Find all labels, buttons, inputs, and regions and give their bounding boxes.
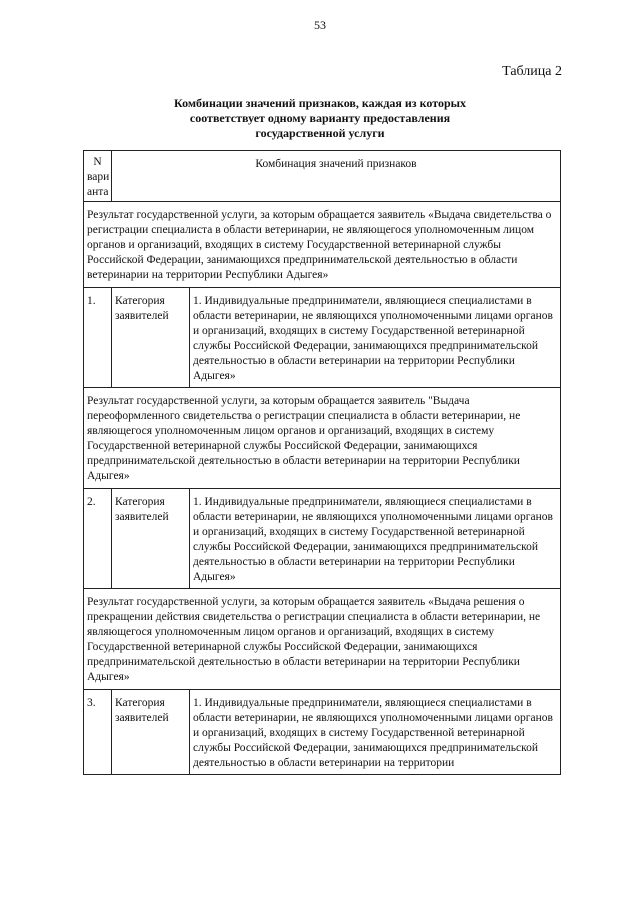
variant-row (84, 690, 561, 775)
variant-number: 1. (84, 288, 112, 388)
document-title (150, 96, 490, 141)
attribute-name: Категория заявителей (112, 489, 190, 589)
page-number: 53 (314, 18, 326, 32)
variant-row (84, 489, 561, 589)
variants-table (83, 150, 561, 775)
variant-number: 3. (84, 690, 112, 775)
result-row (84, 202, 561, 288)
attribute-value: 1. Индивидуальные предприниматели, являющиеся специалистами в области ветеринарии, не являющихся уполномоченными лицами органов и организаций, входящих в систему Государственной ветеринарной службы Российской Федерации, занимающихся предпринимательской деятельностью в области ветеринарии на территории (190, 690, 561, 775)
variant-row (84, 288, 561, 388)
attribute-value: 1. Индивидуальные предприниматели, являющиеся специалистами в области ветеринарии, не являющихся уполномоченными лицами органов и организаций, входящих в систему Государственной ветеринарной службы Российской Федерации, занимающихся предпринимательской деятельностью в области ветеринарии на территории Республики Адыгея» (190, 288, 561, 388)
header-variant-number: N вари анта (84, 151, 112, 202)
result-row (84, 388, 561, 489)
result-cell: Результат государственной услуги, за которым обращается заявитель «Выдача свидетельства о регистрации специалиста в области ветеринарии, не являющегося уполномоченным лицом органов и организаций, входящих в систему Государственной ветеринарной службы Российской Федерации, занимающихся предпринимательской деятельностью в области ветеринарии на территории Республики Адыгея» (84, 202, 561, 288)
table-label: Таблица 2 (502, 64, 562, 79)
title-line: соответствует одному варианту предоставления (189, 111, 451, 125)
title-line: государственной услуги (255, 126, 385, 140)
result-cell: Результат государственной услуги, за которым обращается заявитель "Выдача переоформленного свидетельства о регистрации специалиста в области ветеринарии, не являющегося уполномоченным лицом органов и организаций, входящих в систему Государственной ветеринарной службы Российской Федерации, занимающихся предпринимательской деятельностью в области ветеринарии на территории Республики Адыгея» (84, 388, 561, 489)
title-line: Комбинации значений признаков, каждая из которых (174, 96, 466, 110)
variant-number: 2. (84, 489, 112, 589)
header-combination: Комбинация значений признаков (112, 151, 561, 202)
result-cell: Результат государственной услуги, за которым обращается заявитель «Выдача решения о прекращении действия свидетельства о регистрации специалиста в области ветеринарии, не являющегося уполномоченным лицом органов и организаций, входящих в систему Государственной ветеринарной службы Российской Федерации, занимающихся предпринимательской деятельностью в области ветеринарии на территории Республики Адыгея» (84, 589, 561, 690)
table-header-row (84, 151, 561, 202)
attribute-name: Категория заявителей (112, 690, 190, 775)
result-row (84, 589, 561, 690)
attribute-name: Категория заявителей (112, 288, 190, 388)
attribute-value: 1. Индивидуальные предприниматели, являющиеся специалистами в области ветеринарии, не являющихся уполномоченными лицами органов и организаций, входящих в систему Государственной ветеринарной службы Российской Федерации, занимающихся предпринимательской деятельностью в области ветеринарии на территории Республики Адыгея» (190, 489, 561, 589)
